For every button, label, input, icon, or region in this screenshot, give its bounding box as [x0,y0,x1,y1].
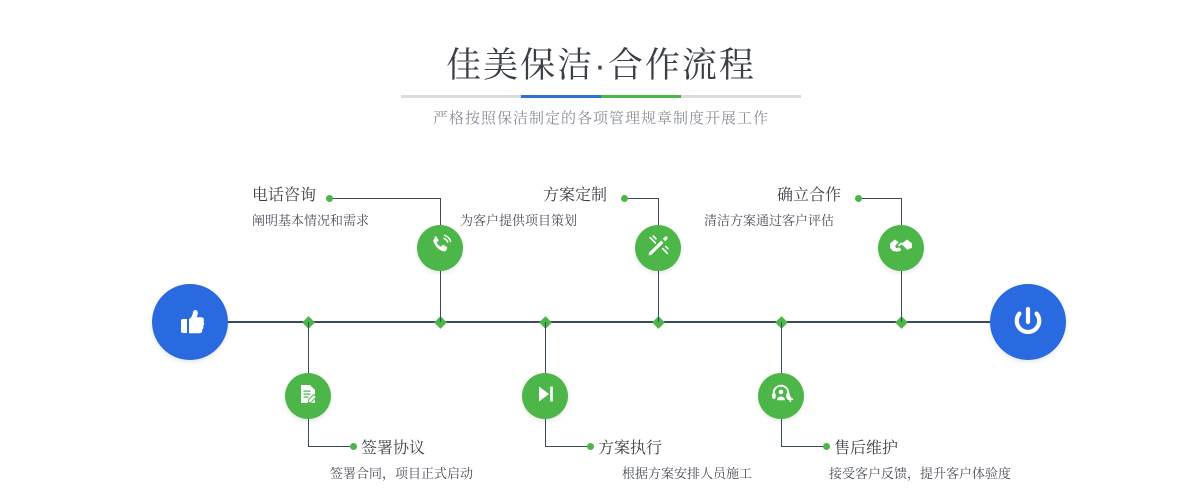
step-title: 售后维护 [834,440,899,457]
connector-horizontal [330,198,440,199]
connector-horizontal [308,446,350,447]
timeline-end-node [990,284,1066,360]
connector-vertical-upper [440,198,441,225]
step-description: 根据方案安排人员施工 [622,466,753,481]
connector-vertical-lower [545,419,546,446]
document-edit-icon [296,382,320,411]
play-forward-icon [533,382,557,411]
step-icon-circle[interactable] [878,225,924,271]
pen-ruler-icon [646,233,671,263]
thumbs-up-icon [170,302,210,342]
label-dot [621,195,628,202]
step-title: 方案定制 [543,187,608,204]
step-title: 签署协议 [361,440,426,457]
connector-vertical-lower [308,419,309,446]
step-icon-circle[interactable] [522,373,568,419]
step-icon-circle[interactable] [417,225,463,271]
label-dot [823,443,830,450]
headset-support-icon [769,381,794,411]
step-title: 电话咨询 [252,187,317,204]
connector-vertical-upper [658,198,659,225]
step-icon-circle[interactable] [758,373,804,419]
step-description: 为客户提供项目策划 [460,213,578,228]
timeline-start-node [152,284,228,360]
step-description: 签署合同，项目正式启动 [330,466,474,481]
step-icon-circle[interactable] [285,373,331,419]
phone-call-icon [428,233,453,263]
step-description: 接受客户反馈，提升客户体验度 [829,466,1012,481]
label-dot [350,443,357,450]
label-dot [855,195,862,202]
handshake-icon [888,233,914,264]
power-icon [1007,301,1049,343]
connector-vertical-upper [901,198,902,225]
step-description: 阐明基本情况和需求 [252,213,370,228]
connector-horizontal [781,446,823,447]
connector-vertical-lower [781,419,782,446]
label-dot [326,195,333,202]
label-dot [587,443,594,450]
connector-horizontal [859,198,901,199]
divider-segment-blue [521,95,601,98]
step-description: 清洁方案通过客户评估 [704,213,835,228]
title-divider [401,95,801,98]
connector-horizontal [545,446,587,447]
step-title: 确立合作 [777,187,842,204]
connector-horizontal [625,198,658,199]
page-subtitle: 严格按照保洁制定的各项管理规章制度开展工作 [432,110,769,127]
step-title: 方案执行 [598,440,663,457]
step-icon-circle[interactable] [635,225,681,271]
divider-segment-green [601,95,681,98]
page-title: 佳美保洁·合作流程 [446,46,756,85]
